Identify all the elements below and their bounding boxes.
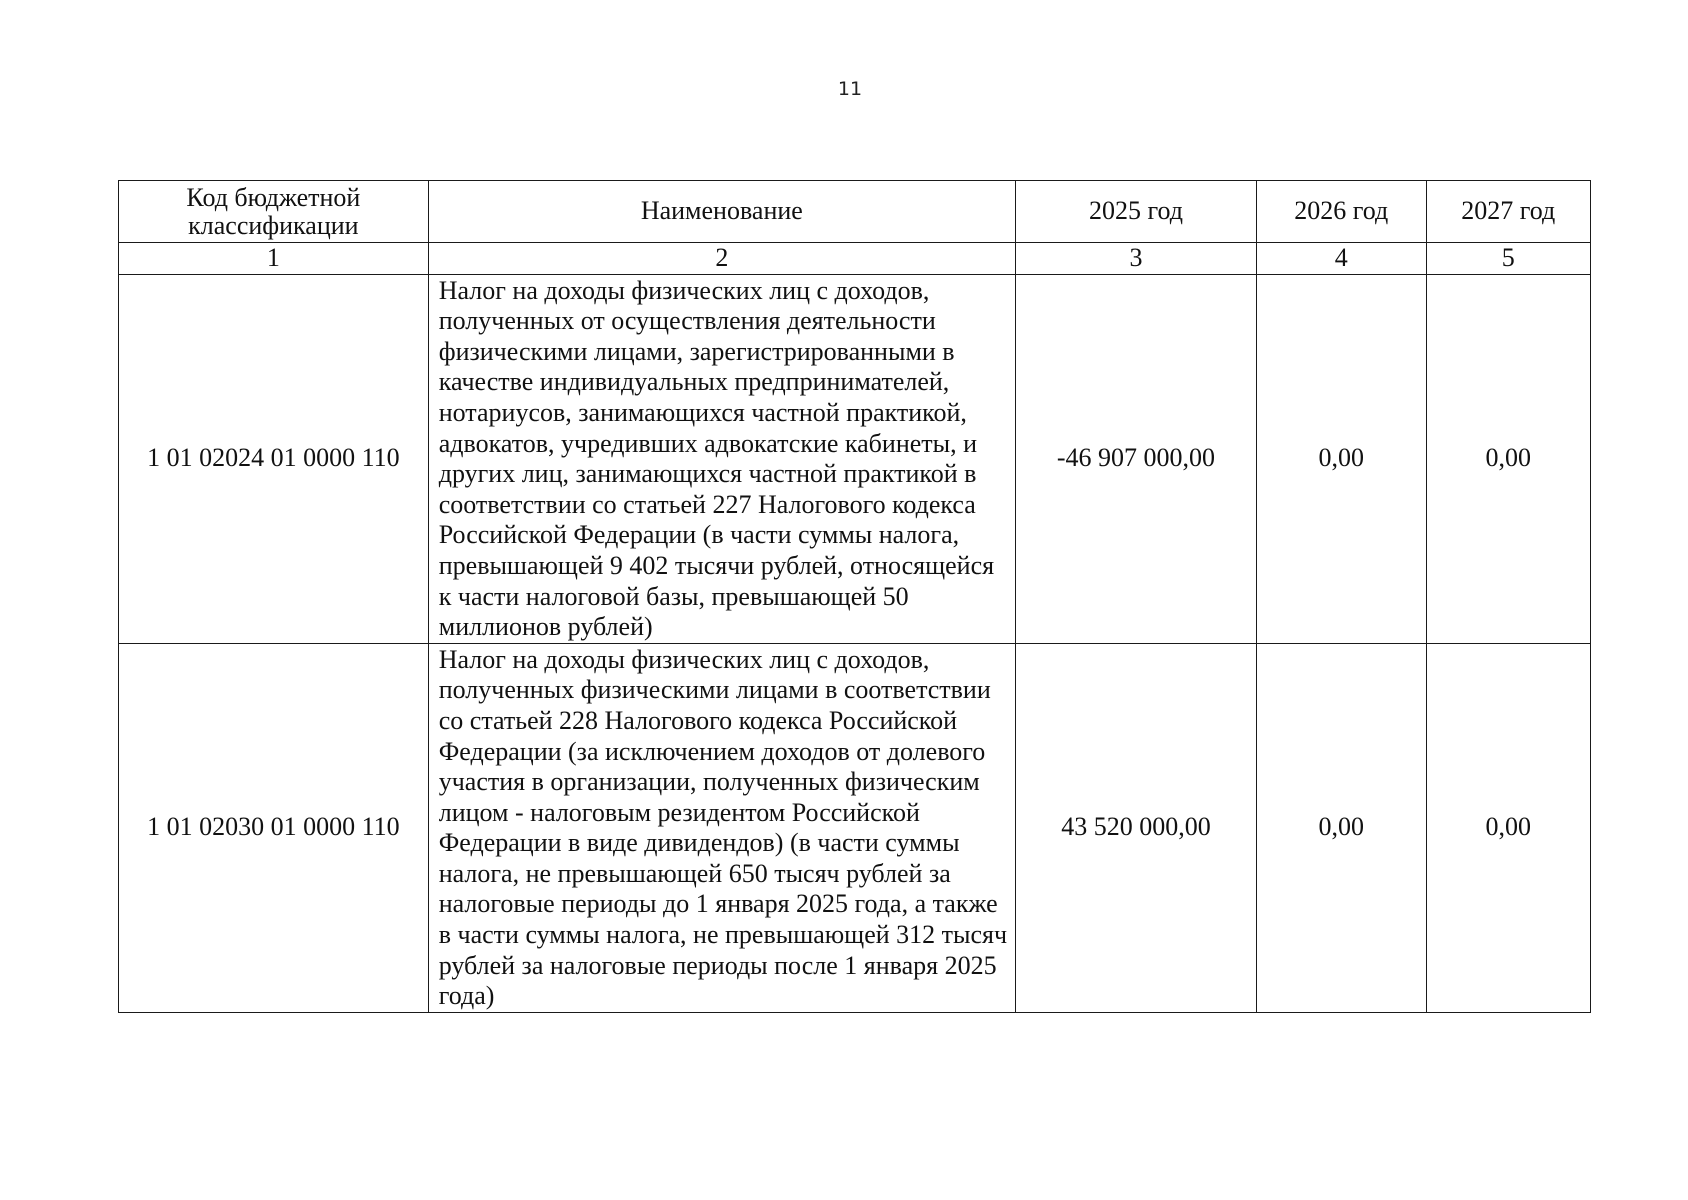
amount-2025-cell: -46 907 000,00	[1015, 274, 1256, 643]
amount-2026-cell: 0,00	[1257, 643, 1426, 1012]
header-name: Наименование	[428, 181, 1015, 243]
table-header-row	[119, 181, 1591, 243]
table-row	[119, 274, 1591, 643]
column-number: 5	[1426, 243, 1590, 275]
header-2025: 2025 год	[1015, 181, 1256, 243]
name-cell: Налог на доходы физических лиц с доходов, полученных от осуществления деятельности физическими лицами, зарегистрированными в качестве индивидуальных предпринимателей, нотариусов, занимающихся частной практикой, адвокатов, учредивших адвокатские кабинеты, и других лиц, занимающихся частной практикой в соответствии со статьей 227 Налогового кодекса Российской Федерации (в части суммы налога, превышающей 9 402 тысячи рублей, относящейся к части налоговой базы, превышающей 50 миллионов рублей)	[428, 274, 1015, 643]
column-number: 3	[1015, 243, 1256, 275]
column-number-row	[119, 243, 1591, 275]
amount-2027-cell: 0,00	[1426, 643, 1590, 1012]
budget-table	[118, 180, 1591, 1013]
amount-2026-cell: 0,00	[1257, 274, 1426, 643]
column-number: 2	[428, 243, 1015, 275]
name-cell: Налог на доходы физических лиц с доходов, полученных физическими лицами в соответствии со статьей 228 Налогового кодекса Российской Федерации (за исключением доходов от долевого участия в организации, полученных физическим лицом - налоговым резидентом Российской Федерации в виде дивидендов) (в части суммы налога, не превышающей 650 тысяч рублей за налоговые периоды до 1 января 2025 года, а также в части суммы налога, не превышающей 312 тысяч рублей за налоговые периоды после 1 января 2025 года)	[428, 643, 1015, 1012]
budget-code-cell: 1 01 02030 01 0000 110	[119, 643, 429, 1012]
header-2027: 2027 год	[1426, 181, 1590, 243]
column-number: 1	[119, 243, 429, 275]
table-row	[119, 643, 1591, 1012]
amount-2025-cell: 43 520 000,00	[1015, 643, 1256, 1012]
header-code: Код бюджетной классификации	[119, 181, 429, 243]
column-number: 4	[1257, 243, 1426, 275]
amount-2027-cell: 0,00	[1426, 274, 1590, 643]
budget-code-cell: 1 01 02024 01 0000 110	[119, 274, 429, 643]
page-number: 11	[837, 78, 863, 100]
header-2026: 2026 год	[1257, 181, 1426, 243]
